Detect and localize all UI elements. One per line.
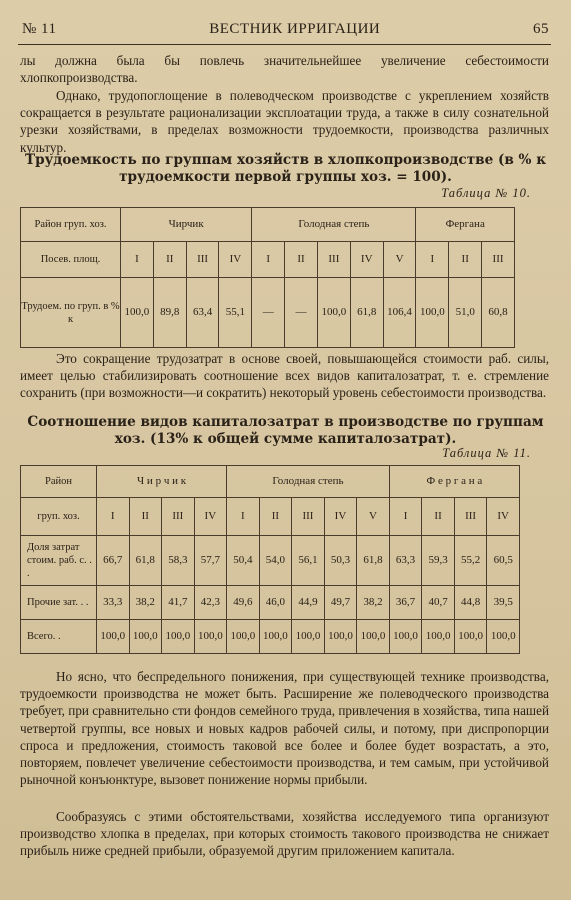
table11-cell: 58,3 — [162, 536, 195, 586]
table11-cell: 61,8 — [357, 536, 390, 586]
table10-group: III — [317, 242, 350, 278]
table11-cell: 100,0 — [389, 620, 422, 654]
paragraph-1: лы должна была бы повлечь значительнейшее увеличение себестоимости хлопкопроизводства. — [20, 53, 549, 86]
journal-title: ВЕСТНИК ИРРИГАЦИИ — [209, 20, 381, 37]
table10-group-row — [21, 242, 515, 278]
table11-cell: 55,2 — [454, 536, 487, 586]
paragraph-5: Сообразуясь с этими обстоятельствами, хозяйства исследуемого типа организуют производство хлопка в пределах, при которых стоимость такового производства не снижает прибыль ниже средней прибыли, образуемой другим приложением капитала. — [20, 809, 549, 859]
table11-group: IV — [324, 498, 357, 536]
table11-cell: 54,0 — [259, 536, 292, 586]
table10-group: II — [153, 242, 186, 278]
table10-title: Трудоемкость по группам хозяйств в хлопкопроизводстве (в % к трудоемкости первой группы хоз. = 100). — [24, 152, 547, 185]
table11-cell: 39,5 — [487, 586, 520, 620]
table11-cell: 66,7 — [97, 536, 130, 586]
table11-group: II — [422, 498, 455, 536]
table10-group: I — [252, 242, 285, 278]
issue-number: № 11 — [22, 20, 57, 37]
page-header — [22, 16, 549, 42]
table10-cell: 51,0 — [449, 278, 482, 348]
table11-cell: 59,3 — [422, 536, 455, 586]
table11-group: II — [259, 498, 292, 536]
table11-label: Таблица № 11. — [442, 446, 531, 460]
table11-cell: 49,7 — [324, 586, 357, 620]
table10-cell: 60,8 — [482, 278, 515, 348]
paragraph-2: Однако, трудопоглощение в полеводческом производстве с укреплением хозяйств сокращается в результате рационализации эксплоатации труда, а также в силу сознательной урезки хозяйствами, в пределах возможности трудоемкости, производства различных культур. — [20, 88, 549, 155]
table11-head-group: груп. хоз. — [21, 498, 97, 536]
table11-cell: 100,0 — [194, 620, 227, 654]
table11-row-label: Прочие зат. . . — [21, 586, 97, 620]
table11-cell: 50,4 — [227, 536, 260, 586]
page-number: 65 — [533, 20, 549, 37]
table10-group: I — [121, 242, 154, 278]
table10-cell: — — [285, 278, 318, 348]
table10-group: III — [186, 242, 219, 278]
table10-head-region: Район груп. хоз. — [21, 208, 121, 242]
table10-label: Таблица № 10. — [441, 186, 531, 200]
table11-group: IV — [194, 498, 227, 536]
table11-cell: 36,7 — [389, 586, 422, 620]
table10-group: V — [383, 242, 416, 278]
table11-region: Ф е р г а н а — [389, 466, 519, 498]
table11-group: I — [97, 498, 130, 536]
table10-cell: — — [252, 278, 285, 348]
table10-cell: 100,0 — [121, 278, 154, 348]
paragraph-3: Это сокращение трудозатрат в основе своей, повышающейся стоимости раб. силы, имеет целью стабилизировать соотношение всех видов капиталозатрат, т. е. стремление сохранить (при возможности—и сократить) некоторый уровень себестоимости производства. — [20, 351, 549, 401]
table11-group: III — [162, 498, 195, 536]
table11-cell: 100,0 — [227, 620, 260, 654]
table10-cell: 61,8 — [350, 278, 383, 348]
table-10 — [20, 207, 515, 348]
table11-group-row — [21, 498, 520, 536]
table11-cell: 42,3 — [194, 586, 227, 620]
table10-data-row — [21, 278, 515, 348]
table11-cell: 44,8 — [454, 586, 487, 620]
paragraph-4: Но ясно, что беспредельного понижения, при существующей технике производства, трудоемкости производства не может быть. Расширение же полеводческого производства требует, при сравнительно сти фондов семейного труда, привлечения в хозяйства, типа нашей четвертой группы, все новых и новых кадров рабочей силы, и потому, при диспропорции спроса и предложения, стоимость таковой все более и более будет возрастать, а это, повторяем, повлечет увеличение себестоимости производства, и тем самым, при устойчивой рыночной конъюнктуре, вызовет понижение нормы прибыли. — [20, 669, 549, 788]
table11-group: II — [129, 498, 162, 536]
table11-cell: 100,0 — [422, 620, 455, 654]
table11-cell: 44,9 — [292, 586, 325, 620]
table11-cell: 100,0 — [324, 620, 357, 654]
table11-cell: 40,7 — [422, 586, 455, 620]
table11-head-region: Район — [21, 466, 97, 498]
table10-region: Голодная степь — [252, 208, 416, 242]
table11-cell: 100,0 — [129, 620, 162, 654]
table11-cell: 46,0 — [259, 586, 292, 620]
table10-group: I — [416, 242, 449, 278]
table11-cell: 100,0 — [454, 620, 487, 654]
table11-cell: 60,5 — [487, 536, 520, 586]
table10-cell: 89,8 — [153, 278, 186, 348]
table11-cell: 100,0 — [162, 620, 195, 654]
table10-group: II — [285, 242, 318, 278]
table10-cell: 55,1 — [219, 278, 252, 348]
table10-cell: 63,4 — [186, 278, 219, 348]
table11-cell: 38,2 — [129, 586, 162, 620]
table11-group: V — [357, 498, 390, 536]
table11-group: III — [292, 498, 325, 536]
table11-cell: 49,6 — [227, 586, 260, 620]
table11-cell: 38,2 — [357, 586, 390, 620]
table11-row-label: Доля затрат стоим. раб. с. . . — [21, 536, 97, 586]
table11-cell: 100,0 — [97, 620, 130, 654]
table10-group: II — [449, 242, 482, 278]
table11-row-total — [21, 620, 520, 654]
table10-cell: 106,4 — [383, 278, 416, 348]
table11-cell: 56,1 — [292, 536, 325, 586]
table10-head-area: Посев. площ. — [21, 242, 121, 278]
table11-group: III — [454, 498, 487, 536]
table10-row-label: Трудоем. по груп. в % к — [21, 278, 121, 348]
table11-title: Соотношение видов капиталозатрат в производстве по группам хоз. (13% к общей сумме капиталозатрат). — [27, 414, 544, 447]
table11-cell: 57,7 — [194, 536, 227, 586]
table11-cell: 63,3 — [389, 536, 422, 586]
table11-cell: 61,8 — [129, 536, 162, 586]
table10-cell: 100,0 — [416, 278, 449, 348]
table-11 — [20, 465, 520, 654]
table10-cell: 100,0 — [317, 278, 350, 348]
header-rule — [18, 44, 551, 45]
table11-cell: 100,0 — [357, 620, 390, 654]
table11-row-label: Всего. . — [21, 620, 97, 654]
table11-cell: 50,3 — [324, 536, 357, 586]
table11-region: Ч и р ч и к — [97, 466, 227, 498]
table11-cell: 100,0 — [487, 620, 520, 654]
table11-region: Голодная степь — [227, 466, 390, 498]
table11-cell: 100,0 — [292, 620, 325, 654]
table11-cell: 33,3 — [97, 586, 130, 620]
table11-group: I — [227, 498, 260, 536]
table10-group: IV — [219, 242, 252, 278]
table11-cell: 41,7 — [162, 586, 195, 620]
table10-group: III — [482, 242, 515, 278]
table11-group: IV — [487, 498, 520, 536]
table11-cell: 100,0 — [259, 620, 292, 654]
table10-region: Чирчик — [121, 208, 252, 242]
table10-region: Фергана — [416, 208, 515, 242]
table11-group: I — [389, 498, 422, 536]
table11-row — [21, 586, 520, 620]
table11-row — [21, 536, 520, 586]
table10-group: IV — [350, 242, 383, 278]
